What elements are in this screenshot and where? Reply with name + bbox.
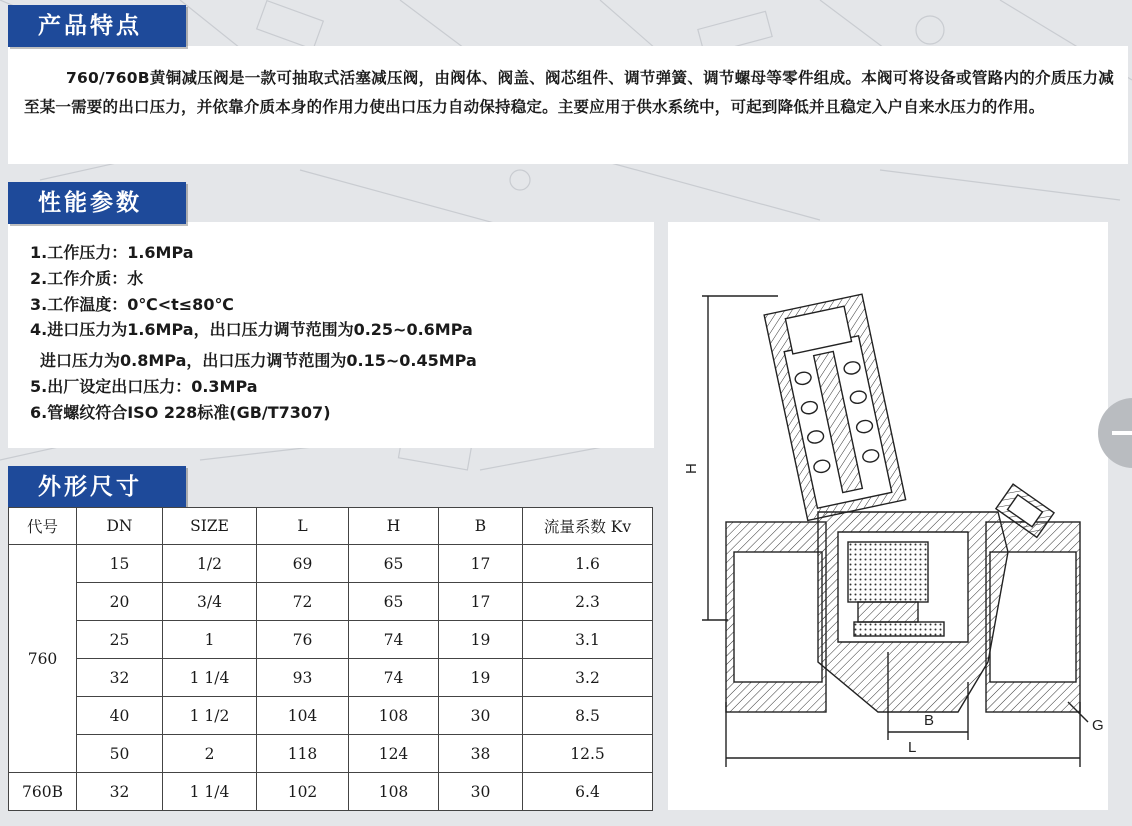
cell-h: 74 bbox=[349, 621, 439, 659]
header-l: L bbox=[257, 508, 349, 545]
table-row bbox=[9, 735, 653, 773]
cell-kv: 8.5 bbox=[523, 697, 653, 735]
header-size: SIZE bbox=[163, 508, 257, 545]
dimension-table bbox=[8, 507, 653, 811]
label-h: H bbox=[683, 463, 700, 474]
cell-kv: 3.2 bbox=[523, 659, 653, 697]
cell-b: 19 bbox=[439, 659, 523, 697]
cell-dn: 15 bbox=[77, 545, 163, 583]
cell-b: 30 bbox=[439, 773, 523, 811]
header-kv: 流量系数 Kv bbox=[523, 508, 653, 545]
table-row bbox=[9, 583, 653, 621]
cell-h: 65 bbox=[349, 583, 439, 621]
spec-item: 1.工作压力：1.6MPa bbox=[30, 243, 194, 262]
model-cell: 760 bbox=[9, 545, 77, 773]
spec-list bbox=[30, 240, 477, 426]
spec-item: 进口压力为0.8MPa，出口压力调节范围为0.15~0.45MPa bbox=[40, 351, 477, 371]
table-row bbox=[9, 659, 653, 697]
spec-item: 2.工作介质：水 bbox=[30, 268, 144, 288]
cell-dn: 32 bbox=[77, 659, 163, 697]
cell-l: 69 bbox=[257, 545, 349, 583]
cell-size: 3/4 bbox=[163, 583, 257, 621]
header-code: 代号 bbox=[9, 508, 77, 545]
table-header-row bbox=[9, 508, 653, 545]
cell-l: 102 bbox=[257, 773, 349, 811]
valve-drawing-svg bbox=[668, 222, 1108, 810]
dims-tab: 外形尺寸 bbox=[8, 466, 186, 508]
header-h: H bbox=[349, 508, 439, 545]
cell-dn: 20 bbox=[77, 583, 163, 621]
cell-kv: 6.4 bbox=[523, 773, 653, 811]
cell-size: 1/2 bbox=[163, 545, 257, 583]
cell-l: 72 bbox=[257, 583, 349, 621]
table-row bbox=[9, 773, 653, 811]
cell-b: 17 bbox=[439, 545, 523, 583]
label-b: B bbox=[924, 712, 935, 729]
spec-item: 6.管螺纹符合ISO 228标准(GB/T7307) bbox=[30, 402, 331, 422]
cell-h: 108 bbox=[349, 697, 439, 735]
cell-h: 124 bbox=[349, 735, 439, 773]
spec-item: 3.工作温度：0℃<t≤80℃ bbox=[30, 294, 234, 314]
cell-kv: 12.5 bbox=[523, 735, 653, 773]
cell-size: 1 1/4 bbox=[163, 773, 257, 811]
cell-b: 17 bbox=[439, 583, 523, 621]
header-dn: DN bbox=[77, 508, 163, 545]
header-b: B bbox=[439, 508, 523, 545]
features-tab: 产品特点 bbox=[8, 5, 186, 47]
cell-dn: 32 bbox=[77, 773, 163, 811]
cell-h: 65 bbox=[349, 545, 439, 583]
valve-section-drawing bbox=[668, 222, 1108, 810]
cell-l: 104 bbox=[257, 697, 349, 735]
cell-l: 93 bbox=[257, 659, 349, 697]
product-intro-text: 760/760B黄铜减压阀是一款可抽取式活塞减压阀，由阀体、阀盖、阀芯组件、调节弹簧、调节螺母等零件组成。本阀可将设备或管路内的介质压力减至某一需要的出口压力，并依靠介质本身的作用力使出口压力自动保持稳定。主要应用于供水系统中，可起到降低并且稳定入户自来水压力的作用。 bbox=[24, 69, 1114, 116]
side-nav-icon bbox=[1112, 422, 1132, 444]
cell-kv: 2.3 bbox=[523, 583, 653, 621]
cell-size: 1 1/2 bbox=[163, 697, 257, 735]
cell-h: 108 bbox=[349, 773, 439, 811]
model-cell: 760B bbox=[9, 773, 77, 811]
table-row bbox=[9, 545, 653, 583]
label-g: G bbox=[1092, 717, 1104, 734]
cell-l: 118 bbox=[257, 735, 349, 773]
table-row bbox=[9, 697, 653, 735]
cell-b: 19 bbox=[439, 621, 523, 659]
params-tab: 性能参数 bbox=[8, 182, 186, 224]
spec-item: 4.进口压力为1.6MPa，出口压力调节范围为0.25~0.6MPa bbox=[30, 320, 473, 340]
cell-l: 76 bbox=[257, 621, 349, 659]
table-row bbox=[9, 621, 653, 659]
cell-h: 74 bbox=[349, 659, 439, 697]
cell-dn: 25 bbox=[77, 621, 163, 659]
cell-size: 2 bbox=[163, 735, 257, 773]
cell-size: 1 1/4 bbox=[163, 659, 257, 697]
cell-b: 38 bbox=[439, 735, 523, 773]
cell-dn: 40 bbox=[77, 697, 163, 735]
cell-size: 1 bbox=[163, 621, 257, 659]
cell-b: 30 bbox=[439, 697, 523, 735]
spec-item: 5.出厂设定出口压力：0.3MPa bbox=[30, 376, 258, 396]
cell-kv: 3.1 bbox=[523, 621, 653, 659]
cell-kv: 1.6 bbox=[523, 545, 653, 583]
label-l: L bbox=[908, 739, 917, 756]
cell-dn: 50 bbox=[77, 735, 163, 773]
